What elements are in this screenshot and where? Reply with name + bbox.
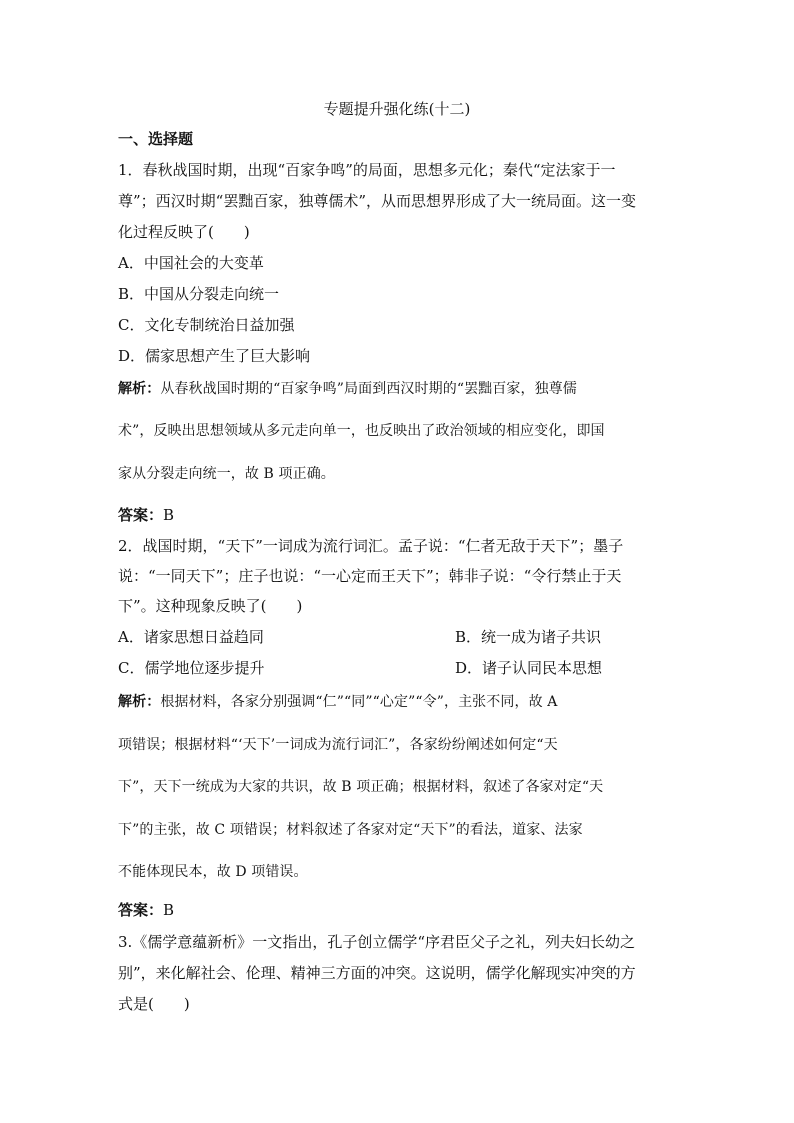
q3-stem-line-2: 别”，来化解社会、伦理、精神三方面的冲突。这说明，儒学化解现实冲突的方 (118, 964, 636, 982)
q1-stem-line-3: 化过程反映了( ) (118, 223, 250, 241)
q2-analysis-line-4: 下”的主张，故 C 项错误；材料叙述了各家对定“天下”的看法，道家、法家 (118, 822, 583, 838)
q3-stem-line-1: 3.《儒学意蕴新析》一文指出，孔子创立儒学“序君臣父子之礼，列夫妇长幼之 (118, 933, 635, 951)
q1-analysis-text-1: 从春秋战国时期的“百家争鸣”局面到西汉时期的“罢黜百家，独尊儒 (160, 381, 577, 397)
q2-answer-label: 答案： (118, 901, 164, 919)
q1-analysis-label: 解析： (118, 381, 161, 397)
q1-stem-line-1: 1．春秋战国时期，出现“百家争鸣”的局面，思想多元化；秦代“定法家于一 (118, 161, 616, 179)
q1-analysis-line-3: 家从分裂走向统一，故 B 项正确。 (118, 466, 335, 482)
q3-stem-line-3: 式是( ) (118, 995, 190, 1013)
q2-analysis-line-3: 下”，天下一统成为大家的共识，故 B 项正确；根据材料，叙述了各家对定“天 (118, 779, 604, 795)
q2-option-d: D．诸子认同民本思想 (455, 659, 603, 677)
q2-answer-value: B (163, 901, 175, 919)
q2-analysis-line-2: 项错误；根据材料“‘天下’一词成为流行词汇”，各家纷纷阐述如何定“天 (118, 737, 558, 753)
q2-analysis-line-5: 不能体现民本，故 D 项错误。 (118, 864, 308, 880)
q1-option-b: B．中国从分裂走向统一 (118, 285, 280, 303)
q2-stem-line-1: 2．战国时期，“天下”一词成为流行词汇。孟子说：“仁者无敌于天下”；墨子 (118, 537, 624, 555)
q2-option-c: C．儒学地位逐步提升 (118, 659, 265, 677)
q1-analysis-line-2: 术”，反映出思想领域从多元走向单一，也反映出了政治领域的相应变化，即国 (118, 423, 605, 439)
section-heading: 一、选择题 (118, 130, 194, 148)
q2-option-a: A．诸家思想日益趋同 (118, 628, 264, 646)
q1-option-a: A．中国社会的大变革 (118, 254, 264, 272)
q1-answer (118, 505, 678, 525)
q1-option-d: D．儒家思想产生了巨大影响 (118, 347, 311, 365)
q2-analysis-label: 解析： (118, 694, 161, 710)
q1-analysis-line-1 (118, 379, 678, 399)
q1-stem-line-2: 尊”；西汉时期“罢黜百家，独尊儒术”，从而思想界形成了大一统局面。这一变 (118, 192, 637, 210)
q1-option-c: C．文化专制统治日益加强 (118, 316, 295, 334)
q2-analysis-line-1 (118, 692, 678, 712)
q2-analysis-text-1: 根据材料，各家分别强调“仁”“同”“心定”“令”，主张不同，故 A (160, 694, 558, 710)
q1-answer-value: B (163, 506, 175, 524)
q2-stem-line-2: 说：“一同天下”；庄子也说：“一心定而王天下”；韩非子说：“令行禁止于天 (118, 567, 622, 585)
q2-answer (118, 900, 678, 920)
q2-option-b: B．统一成为诸子共识 (455, 628, 602, 646)
q2-stem-line-3: 下”。这种现象反映了( ) (118, 597, 303, 615)
q1-answer-label: 答案： (118, 506, 164, 524)
page-title: 专题提升强化练(十二) (323, 100, 471, 118)
